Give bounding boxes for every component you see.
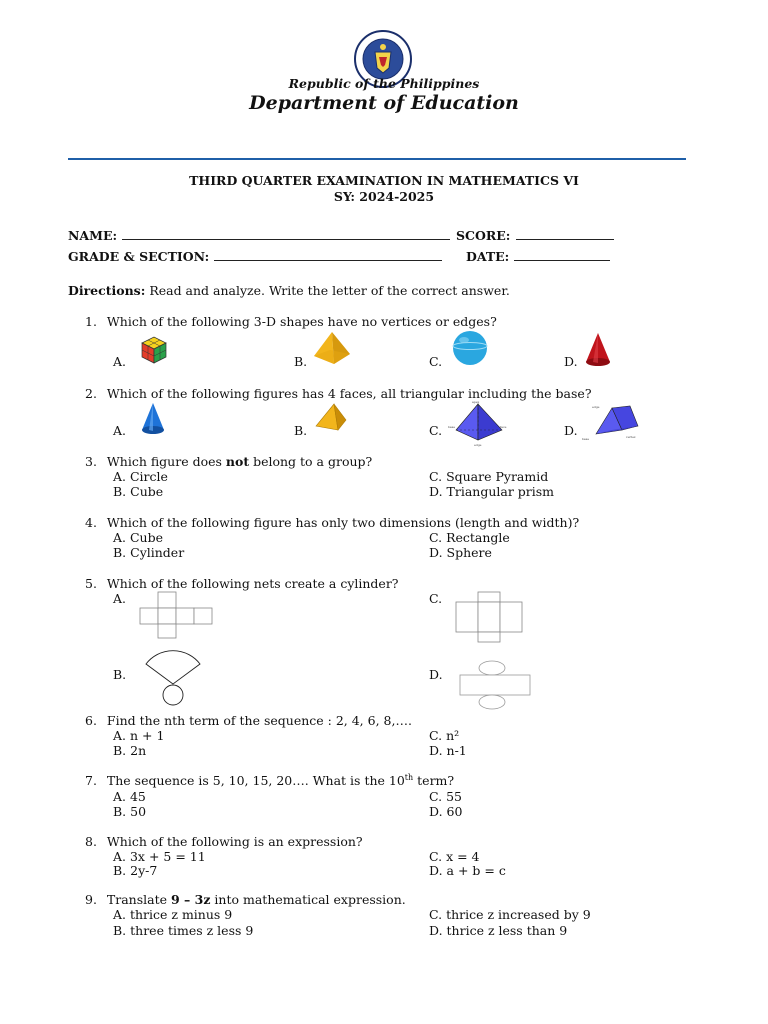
question-text: Which of the following is an expression?	[106, 834, 363, 849]
header-divider	[68, 158, 686, 160]
q7-option-a[interactable]: A. 45	[113, 789, 146, 804]
directions	[68, 283, 510, 298]
pyramid-icon	[312, 330, 352, 366]
grade-section-blank[interactable]	[214, 249, 442, 261]
blue-cone-icon	[140, 402, 166, 436]
cylinder-net-icon	[458, 660, 532, 710]
directions-text: Read and analyze. Write the letter of the correct answer.	[145, 283, 510, 298]
question-2	[85, 386, 592, 401]
svg-text:apex: apex	[472, 400, 480, 404]
question-text-emphasis: 9 – 3z	[171, 892, 211, 907]
q1-option-c[interactable]: C.	[429, 354, 443, 369]
q5-option-c[interactable]: C.	[429, 591, 443, 606]
question-text-before: Translate	[106, 892, 171, 907]
name-field[interactable]	[68, 225, 450, 244]
q6-option-c[interactable]: C. n²	[429, 728, 460, 743]
score-blank[interactable]	[516, 228, 614, 240]
q9-option-b[interactable]: B. three times z less 9	[113, 923, 254, 938]
question-8	[85, 834, 363, 849]
question-text-after: into mathematical expression.	[210, 892, 406, 907]
q9-option-c[interactable]: C. thrice z increased by 9	[429, 907, 591, 922]
question-5	[85, 576, 399, 591]
question-text-after: belong to a group?	[249, 454, 373, 469]
name-label: NAME:	[68, 228, 118, 243]
q4-option-b[interactable]: B. Cylinder	[113, 545, 185, 560]
q8-option-d[interactable]: D. a + b = c	[429, 863, 506, 878]
q4-option-a[interactable]: A. Cube	[113, 530, 163, 545]
q1-option-a[interactable]: A.	[113, 354, 127, 369]
question-6	[85, 713, 412, 728]
square-pyramid-icon	[448, 400, 508, 446]
q5-option-a[interactable]: A.	[113, 591, 127, 606]
grade-section-field[interactable]	[68, 246, 442, 265]
q4-option-c[interactable]: C. Rectangle	[429, 530, 510, 545]
date-label: DATE:	[466, 249, 510, 264]
cube-net-icon	[138, 590, 214, 640]
q3-option-d[interactable]: D. Triangular prism	[429, 484, 555, 499]
rubiks-cube-icon	[138, 333, 170, 365]
name-blank[interactable]	[122, 228, 450, 240]
q3-option-b[interactable]: B. Cube	[113, 484, 164, 499]
q1-option-b[interactable]: B.	[294, 354, 308, 369]
score-label: SCORE:	[456, 228, 511, 243]
question-text: Which of the following figure has only two dimensions (length and width)?	[106, 515, 580, 530]
question-number: 6.	[85, 713, 97, 728]
question-number: 5.	[85, 576, 97, 591]
question-9	[85, 892, 406, 907]
q2-option-d[interactable]: D.	[564, 423, 578, 438]
grade-section-label: GRADE & SECTION:	[68, 249, 210, 264]
question-text-before: Which figure does	[106, 454, 226, 469]
question-text: Which of the following nets create a cylinder?	[106, 576, 399, 591]
question-text-superscript: th	[404, 773, 414, 782]
question-number: 8.	[85, 834, 97, 849]
question-text: Which of the following 3-D shapes have no vertices or edges?	[106, 314, 497, 329]
q8-option-b[interactable]: B. 2y-7	[113, 863, 158, 878]
question-text: Which of the following figures has 4 faces, all triangular including the base?	[106, 386, 592, 401]
triangular-prism-icon	[582, 400, 642, 442]
q3-option-a[interactable]: A. Circle	[113, 469, 168, 484]
exam-title: THIRD QUARTER EXAMINATION IN MATHEMATICS VI	[189, 173, 579, 188]
q7-option-c[interactable]: C. 55	[429, 789, 462, 804]
svg-text:base: base	[448, 425, 456, 429]
question-3	[85, 454, 372, 469]
svg-text:face: face	[500, 425, 507, 429]
date-blank[interactable]	[514, 249, 610, 261]
q7-option-d[interactable]: D. 60	[429, 804, 463, 819]
question-number: 4.	[85, 515, 97, 530]
school-year: SY: 2024-2025	[333, 189, 435, 204]
q6-option-a[interactable]: A. n + 1	[113, 728, 165, 743]
question-number: 3.	[85, 454, 97, 469]
q6-option-b[interactable]: B. 2n	[113, 743, 147, 758]
q2-option-b[interactable]: B.	[294, 423, 308, 438]
q9-option-a[interactable]: A. thrice z minus 9	[113, 907, 233, 922]
question-4	[85, 515, 579, 530]
q2-option-c[interactable]: C.	[429, 423, 443, 438]
q5-option-d[interactable]: D.	[429, 667, 443, 682]
q8-option-a[interactable]: A. 3x + 5 = 11	[113, 849, 206, 864]
question-1	[85, 314, 497, 329]
directions-label: Directions:	[68, 283, 146, 298]
q9-option-d[interactable]: D. thrice z less than 9	[429, 923, 568, 938]
republic-heading: Republic of the Philippines	[288, 76, 480, 91]
question-7	[85, 773, 454, 788]
cone-icon	[584, 332, 612, 368]
q1-option-d[interactable]: D.	[564, 354, 578, 369]
question-number: 9.	[85, 892, 97, 907]
rectangular-prism-net-icon	[454, 590, 524, 644]
q6-option-d[interactable]: D. n-1	[429, 743, 467, 758]
q4-option-d[interactable]: D. Sphere	[429, 545, 492, 560]
svg-text:vertex: vertex	[626, 435, 636, 439]
question-text: Find the nth term of the sequence : 2, 4, 6, 8,….	[106, 713, 412, 728]
question-text-before: The sequence is 5, 10, 15, 20…. What is the 10	[106, 773, 405, 789]
q3-option-c[interactable]: C. Square Pyramid	[429, 469, 549, 484]
question-number: 2.	[85, 386, 97, 401]
svg-text:edge: edge	[592, 405, 600, 409]
q8-option-c[interactable]: C. x = 4	[429, 849, 480, 864]
department-heading: Department of Education	[249, 92, 519, 114]
q7-option-b[interactable]: B. 50	[113, 804, 147, 819]
question-text-after: term?	[413, 773, 455, 789]
question-text-emphasis: not	[225, 454, 250, 469]
cone-net-icon	[142, 650, 204, 708]
score-field[interactable]	[456, 225, 614, 244]
q2-option-a[interactable]: A.	[113, 423, 127, 438]
date-field[interactable]	[466, 246, 610, 265]
svg-text:base: base	[582, 437, 590, 441]
q5-option-b[interactable]: B.	[113, 667, 127, 682]
svg-text:edge: edge	[474, 443, 482, 447]
sphere-icon	[450, 330, 490, 366]
question-number: 1.	[85, 314, 97, 329]
question-number: 7.	[85, 773, 97, 789]
tetrahedron-icon	[314, 402, 348, 432]
